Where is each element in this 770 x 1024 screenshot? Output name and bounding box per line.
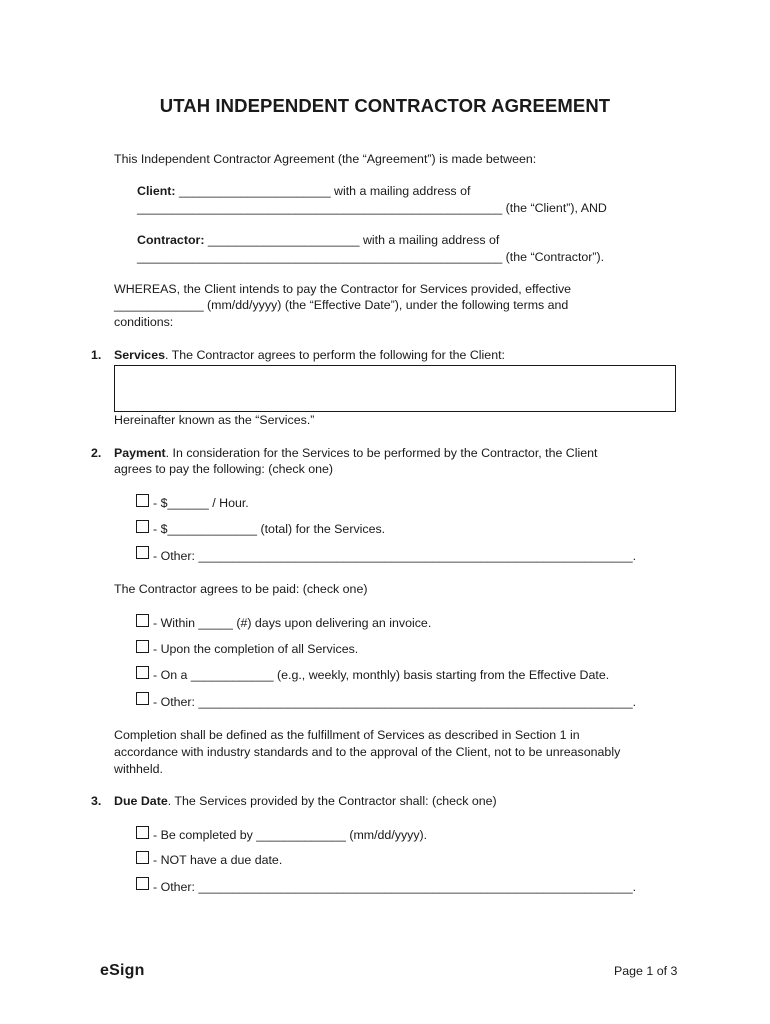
paid-basis-checkbox[interactable]	[136, 666, 149, 679]
whereas-line-3: conditions:	[114, 315, 174, 329]
payment-total-label: - $_____________ (total) for the Services.	[153, 522, 386, 536]
intro-text: This Independent Contractor Agreement (the “Agreement”) is made between:	[114, 152, 537, 166]
client-line-1	[137, 183, 470, 199]
paid-within-checkbox[interactable]	[136, 614, 149, 627]
contractor-address-line[interactable]: _____________________________________________________ (the “Contractor”).	[137, 250, 605, 264]
payment-text: . In consideration for the Services to be performed by the Contractor, the Client	[165, 446, 598, 460]
completion-line-3: withheld.	[114, 762, 163, 776]
due-date-heading: Due Date	[114, 794, 168, 808]
payment-text-2: agrees to pay the following: (check one)	[114, 462, 334, 476]
due-other-label: - Other: _______________________________________________________________.	[153, 880, 637, 894]
services-input-box[interactable]	[114, 365, 676, 412]
contractor-line-1	[137, 232, 499, 248]
paid-completion-label: - Upon the completion of all Services.	[153, 642, 359, 656]
due-completed-by-checkbox[interactable]	[136, 826, 149, 839]
whereas-line-2[interactable]: _____________ (mm/dd/yyyy) (the “Effective Date”), under the following terms and	[114, 298, 569, 312]
client-name-blank[interactable]: ______________________ with a mailing address of	[175, 184, 471, 198]
services-heading: Services	[114, 348, 165, 362]
section-1-heading	[114, 347, 505, 363]
payment-other-label: - Other: _______________________________________________________________.	[153, 549, 637, 563]
payment-heading: Payment	[114, 446, 166, 460]
whereas-line-1: WHEREAS, the Client intends to pay the Contractor for Services provided, effective	[114, 282, 572, 296]
contractor-label: Contractor:	[137, 233, 205, 247]
paid-other-label: - Other: _______________________________________________________________.	[153, 695, 637, 709]
payment-total-checkbox[interactable]	[136, 520, 149, 533]
paid-other-checkbox[interactable]	[136, 692, 149, 705]
client-label: Client:	[137, 184, 176, 198]
section-1-number: 1.	[91, 348, 102, 362]
payment-other-checkbox[interactable]	[136, 546, 149, 559]
section-2-heading	[114, 445, 598, 461]
due-other-checkbox[interactable]	[136, 877, 149, 890]
client-address-line[interactable]: _____________________________________________________ (the “Client”), AND	[137, 201, 607, 215]
paid-intro-text: The Contractor agrees to be paid: (check one)	[114, 582, 368, 596]
due-none-label: - NOT have a due date.	[153, 853, 283, 867]
completion-line-2: accordance with industry standards and to the approval of the Client, not to be unreasonably	[114, 745, 621, 759]
paid-completion-checkbox[interactable]	[136, 640, 149, 653]
contractor-name-blank[interactable]: ______________________ with a mailing address of	[204, 233, 500, 247]
section-3-number: 3.	[91, 794, 102, 808]
due-completed-by-label: - Be completed by _____________ (mm/dd/yyyy).	[153, 828, 428, 842]
payment-hourly-checkbox[interactable]	[136, 494, 149, 507]
services-text: . The Contractor agrees to perform the following for the Client:	[164, 348, 505, 362]
due-none-checkbox[interactable]	[136, 851, 149, 864]
payment-hourly-label: - $______ / Hour.	[153, 496, 249, 510]
document-title: UTAH INDEPENDENT CONTRACTOR AGREEMENT	[159, 95, 611, 116]
paid-within-label: - Within _____ (#) days upon delivering an invoice.	[153, 616, 432, 630]
due-date-text: . The Services provided by the Contractor shall: (check one)	[167, 794, 497, 808]
section-2-number: 2.	[91, 446, 102, 460]
esign-logo: eSign	[100, 962, 145, 979]
page-number: Page 1 of 3	[614, 964, 678, 978]
section-3-heading	[114, 793, 497, 809]
services-definition: Hereinafter known as the “Services.”	[114, 413, 315, 427]
completion-line-1: Completion shall be defined as the fulfillment of Services as described in Section 1 in	[114, 728, 580, 742]
paid-basis-label: - On a ____________ (e.g., weekly, monthly) basis starting from the Effective Date.	[153, 668, 610, 682]
